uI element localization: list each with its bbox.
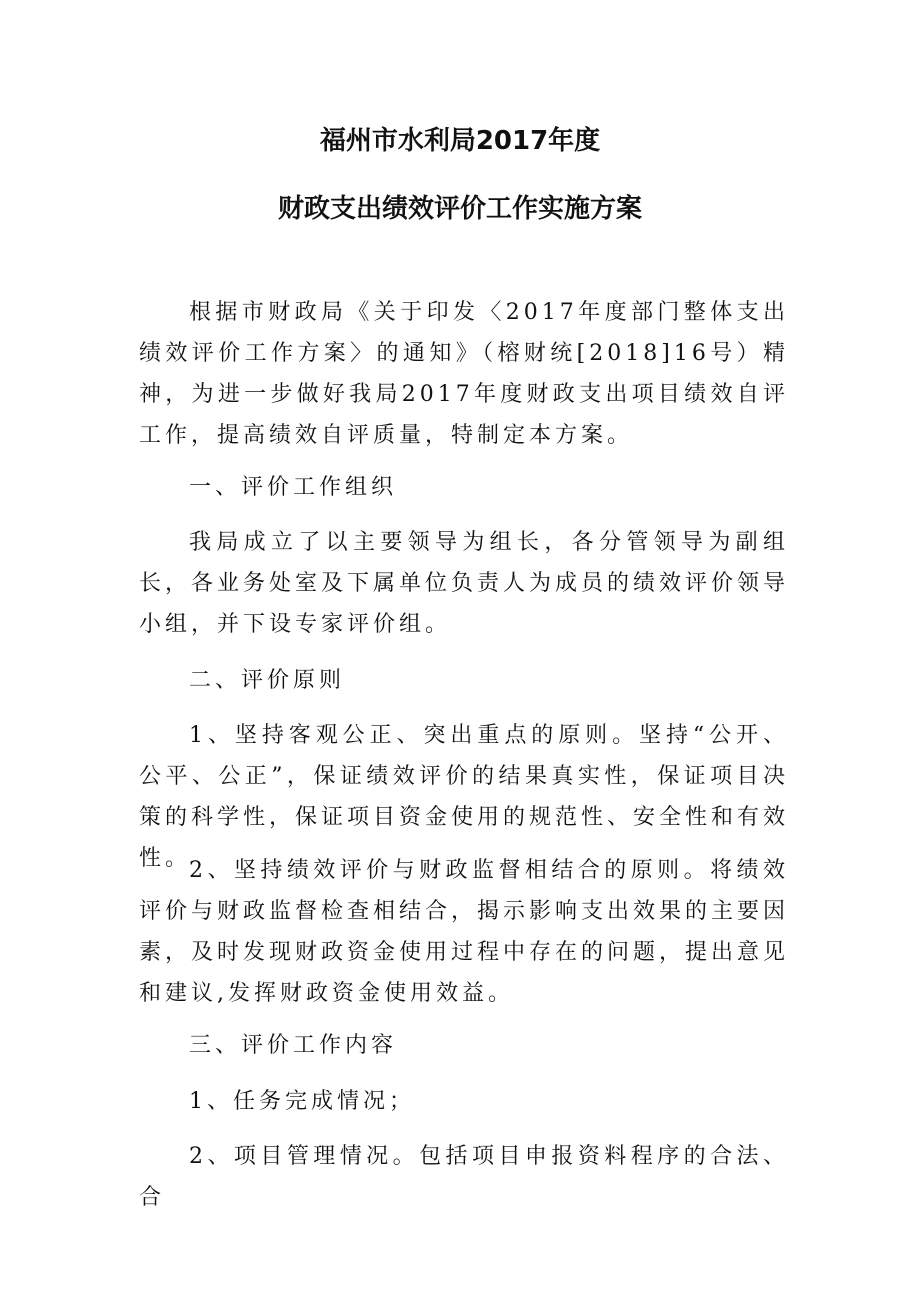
section-heading-principles: 二、评价原则 [189,668,346,693]
document-title-line2: 财政支出绩效评价工作实施方案 [277,194,642,224]
section-heading-content: 三、评价工作内容 [189,1033,398,1058]
document-title-line1: 福州市水利局2017年度 [319,126,601,156]
section-heading-organization: 一、评价工作组织 [189,475,398,500]
paragraph-basis: 根据市财政局《关于印发〈2017年度部门整体支出绩效评价工作方案〉的通知》（榕财统[2018]16号）精神，为进一步做好我局2017年度财政支出项目绩效自评工作，提高绩效自评质量，特制定本方案。 [139,300,789,448]
paragraph-principle-2: 2、坚持绩效评价与财政监督相结合的原则。将绩效评价与财政监督检查相结合，揭示影响支出效果的主要因素，及时发现财政资金使用过程中存在的问题，提出意见和建议,发挥财政资金使用效益。 [139,858,790,1006]
paragraph-content-2: 2、项目管理情况。包括项目申报资料程序的合法、合 [139,1144,789,1210]
paragraph-principle-1: 1、坚持客观公正、突出重点的原则。坚持“公开、公平、公正”，保证绩效评价的结果真实性，保证项目决策的科学性，保证项目资金使用的规范性、安全性和有效性。 [139,723,790,871]
paragraph-organization: 我局成立了以主要领导为组长，各分管领导为副组长，各业务处室及下属单位负责人为成员的绩效评价领导小组，并下设专家评价组。 [139,530,790,637]
paragraph-content-1: 1、任务完成情况； [189,1089,415,1114]
